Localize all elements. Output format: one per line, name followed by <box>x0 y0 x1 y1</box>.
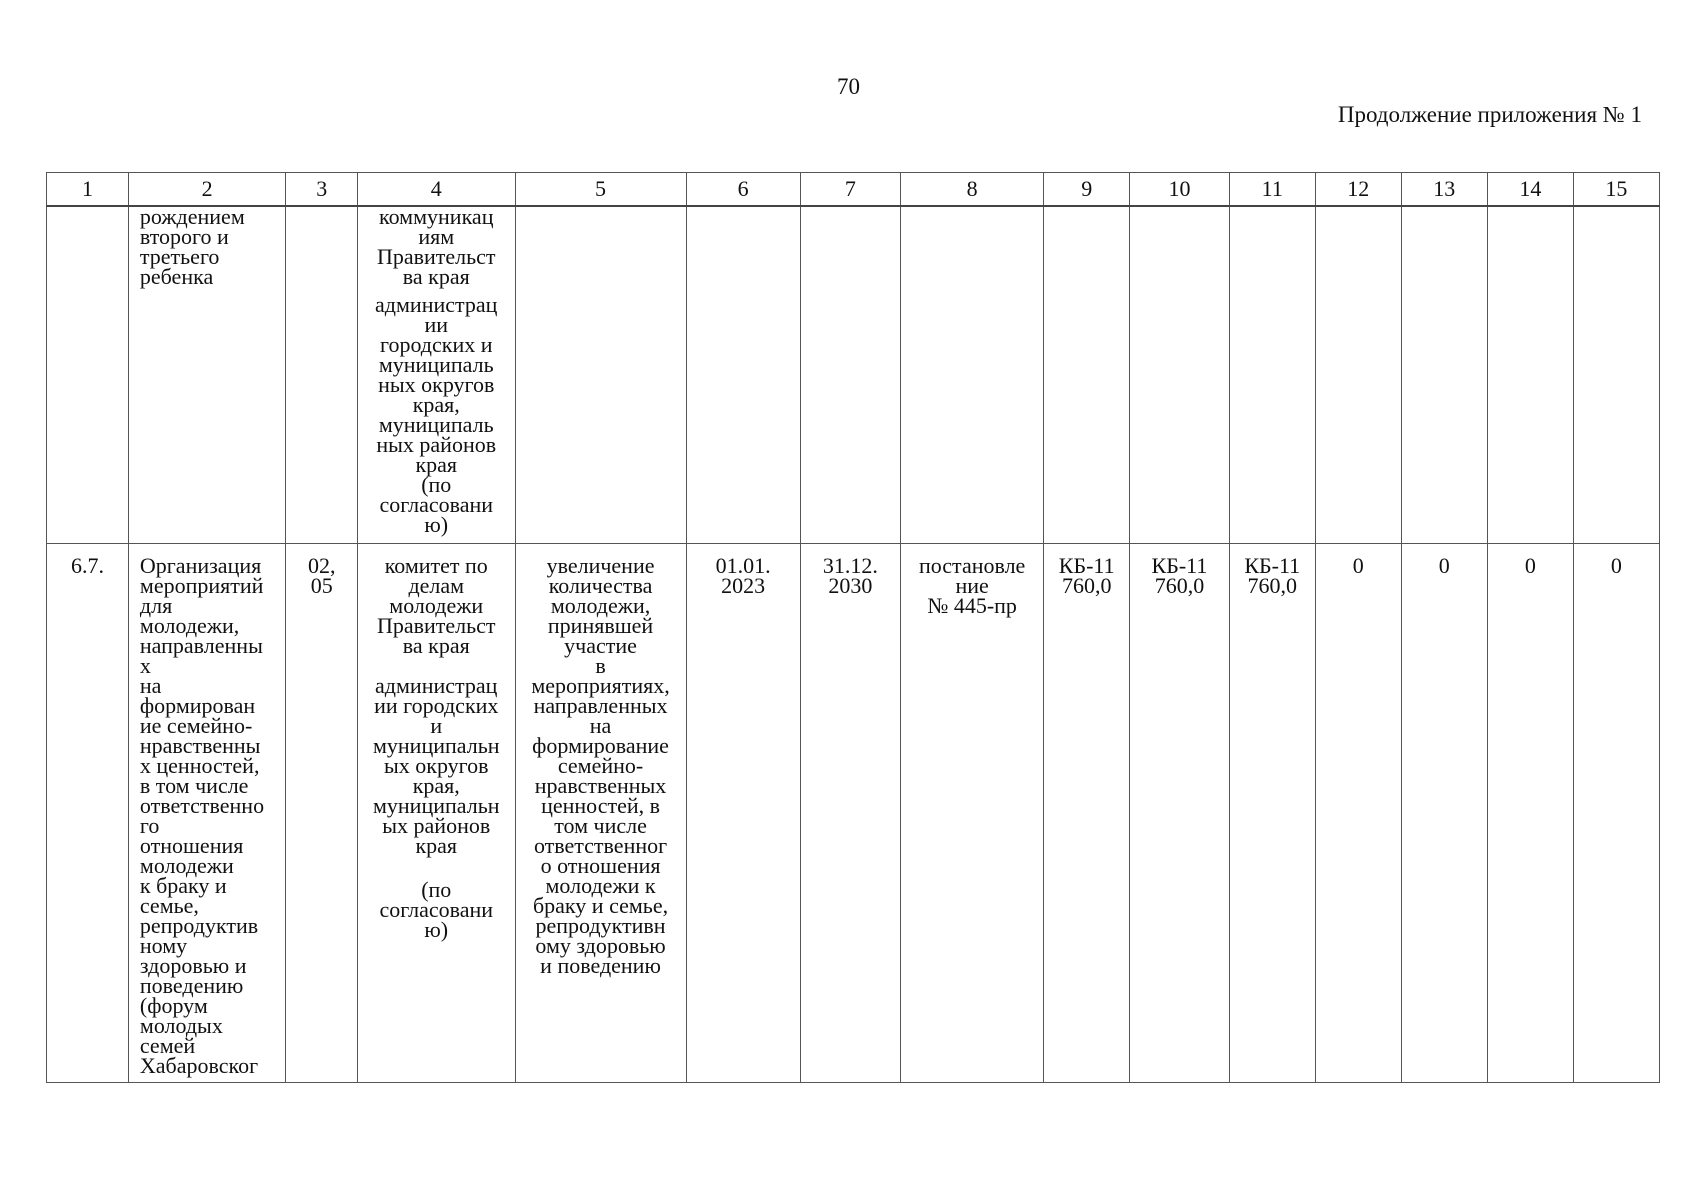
column-header-2: 2 <box>128 173 286 207</box>
cell-col-10 <box>1130 544 1230 1083</box>
cell-executor <box>357 544 515 1083</box>
cell-start-date <box>686 544 800 1083</box>
row-number-text: 6.7. <box>70 553 104 578</box>
appendix-continuation-label: Продолжение приложения № 1 <box>1337 102 1642 127</box>
cell-col-12 <box>1315 206 1401 544</box>
page-number: 70 <box>837 74 860 99</box>
column-header-12: 12 <box>1315 173 1401 207</box>
funding-col-11-text: КБ-11 760,0 <box>1244 553 1301 598</box>
cell-activity-name <box>128 544 286 1083</box>
activity-name-text: рождением второго и третьего ребенка <box>139 206 245 289</box>
cell-number <box>47 544 129 1083</box>
cell-col-10 <box>1130 206 1230 544</box>
cell-activity-name <box>128 206 286 544</box>
cell-legal-act <box>901 544 1044 1083</box>
cell-col-13 <box>1401 544 1487 1083</box>
cell-legal-act <box>901 206 1044 544</box>
column-header-10: 10 <box>1130 173 1230 207</box>
column-header-14: 14 <box>1487 173 1573 207</box>
executor-text-note: (по согласовани ю) <box>379 877 494 942</box>
start-date-text: 01.01. 2023 <box>715 553 771 598</box>
funding-col-10-text: КБ-11 760,0 <box>1151 553 1208 598</box>
cell-col-13 <box>1401 206 1487 544</box>
cell-col-9 <box>1044 206 1130 544</box>
cell-start-date <box>686 206 800 544</box>
cell-col-14 <box>1487 544 1573 1083</box>
executor-text-secondary: администрац ии городских и муниципальн ых округов края, муниципальн ых районов края <box>372 673 500 858</box>
table-row-6-7 <box>47 544 1660 1083</box>
cell-code <box>286 544 358 1083</box>
result-text: увеличение количества молодежи, принявшей участие в мероприятиях, направленных на формирование семейно- нравственных ценностей, в том числе ответственног о отношения молодежи к браку и семье, репродуктивн ому здоровью и поведению <box>531 553 670 978</box>
column-header-9: 9 <box>1044 173 1130 207</box>
cell-col-15 <box>1573 544 1659 1083</box>
cell-end-date <box>800 206 901 544</box>
legal-act-text: постановле ние № 445-пр <box>918 553 1026 618</box>
value-col-14-text: 0 <box>1524 553 1536 578</box>
executor-text-primary: коммуникац иям Правительст ва края <box>376 206 496 289</box>
cell-executor <box>357 206 515 544</box>
cell-number <box>47 206 129 544</box>
cell-col-15 <box>1573 206 1659 544</box>
cell-col-12 <box>1315 544 1401 1083</box>
column-header-15: 15 <box>1573 173 1659 207</box>
column-header-3: 3 <box>286 173 358 207</box>
cell-code <box>286 206 358 544</box>
column-header-5: 5 <box>515 173 686 207</box>
program-activities-table <box>46 172 1660 1083</box>
cell-end-date <box>800 544 901 1083</box>
cell-result <box>515 206 686 544</box>
code-text: 02, 05 <box>307 553 336 598</box>
column-header-7: 7 <box>800 173 901 207</box>
column-header-11: 11 <box>1229 173 1315 207</box>
cell-col-9 <box>1044 544 1130 1083</box>
value-col-15-text: 0 <box>1610 553 1622 578</box>
column-header-6: 6 <box>686 173 800 207</box>
column-number-header-row <box>47 173 1660 207</box>
activity-name-text: Организация мероприятий для молодежи, направленны х на формирован ие семейно- нравственны х ценностей, в том числе ответственно го отношения молодежи к браку и семье, репродуктив ному здоровью и поведению (форум молодых семей Хабаровског <box>139 553 265 1078</box>
cell-result <box>515 544 686 1083</box>
end-date-text: 31.12. 2030 <box>822 553 878 598</box>
column-header-13: 13 <box>1401 173 1487 207</box>
cell-col-14 <box>1487 206 1573 544</box>
value-col-12-text: 0 <box>1352 553 1364 578</box>
column-header-1: 1 <box>47 173 129 207</box>
column-header-4: 4 <box>357 173 515 207</box>
table-row-continued <box>47 206 1660 544</box>
cell-col-11 <box>1229 206 1315 544</box>
funding-col-9-text: КБ-11 760,0 <box>1058 553 1115 598</box>
executor-text-primary: комитет по делам молодежи Правительст ва края <box>376 553 496 658</box>
cell-col-11 <box>1229 544 1315 1083</box>
executor-text-secondary: администрац ии городских и муниципаль ных округов края, муниципаль ных районов края (по согласовани ю) <box>375 292 498 537</box>
column-header-8: 8 <box>901 173 1044 207</box>
value-col-13-text: 0 <box>1438 553 1450 578</box>
